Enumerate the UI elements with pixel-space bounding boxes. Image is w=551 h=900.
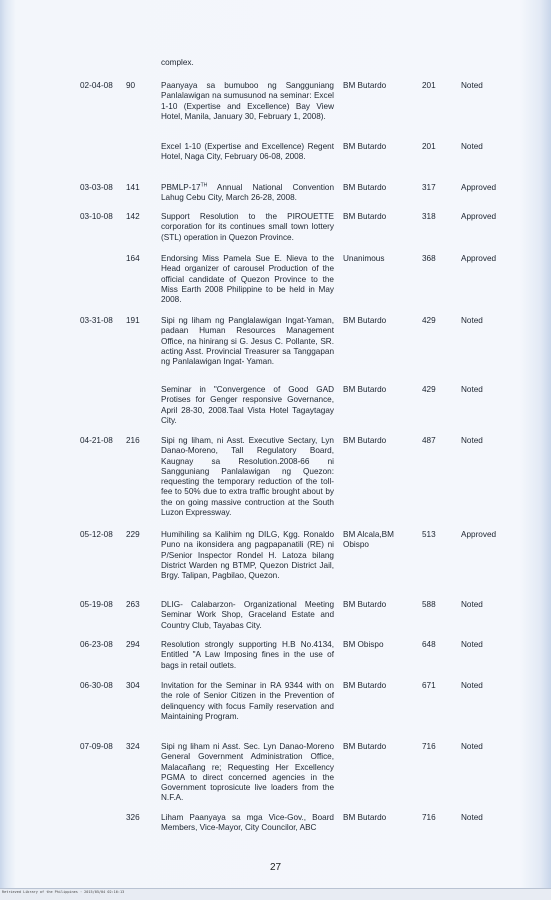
sponsor-cell: BM Butardo: [343, 436, 387, 445]
page-number: 27: [269, 862, 282, 873]
reference-cell: 513: [422, 530, 436, 539]
status-cell: Noted: [461, 640, 483, 649]
status-cell: Noted: [461, 385, 483, 394]
date-cell: 06-23-08: [80, 640, 113, 649]
reference-cell: 716: [422, 742, 436, 751]
description-cell: Excel 1-10 (Expertise and Excellence) Regent Hotel, Naga City, February 06-08, 2008.: [161, 142, 334, 162]
description-cell: Liham Paanyaya sa mga Vice-Gov., Board Members, Vice-Mayor, City Councilor, ABC: [161, 813, 334, 833]
sponsor-cell: BM Alcala,BM Obispo: [343, 530, 394, 550]
status-cell: Noted: [461, 316, 483, 325]
description-cell: Sipi ng liham ng Panglalawigan Ingat-Yaman, padaan Human Resources Management Office, na hinirang si G. Jesus C. Pollante, SR. acting Asst. Provincial Treasurer sa Tanggapan ng Panlalawigan Ingat- Yaman.: [161, 316, 334, 367]
status-cell: Noted: [461, 681, 483, 690]
status-cell: Approved: [461, 183, 497, 192]
reference-cell: 318: [422, 212, 436, 221]
reference-cell: 487: [422, 436, 436, 445]
sponsor-cell: BM Butardo: [343, 183, 387, 192]
status-cell: Noted: [461, 436, 483, 445]
sponsor-cell: BM Butardo: [343, 316, 387, 325]
description-cell: Seminar in "Convergence of Good GAD Protises for Genger responsive Governance, April 28-30, 2008.Taal Vista Hotel Tagaytagay City.: [161, 385, 334, 425]
reference-cell: 588: [422, 600, 436, 609]
date-cell: 05-12-08: [80, 530, 113, 539]
number-cell: 191: [126, 316, 140, 325]
status-cell: Noted: [461, 81, 483, 90]
description-cell: Sipi ng liham ni Asst. Sec. Lyn Danao-Moreno General Government Administration Office, Malacañang re; Requesting Her Excellency PGMA to direct concerned agencies in the Government toprosicute live loaders from the N.F.A.: [161, 742, 334, 803]
reference-cell: 201: [422, 142, 436, 151]
reference-cell: 716: [422, 813, 436, 822]
sponsor-cell: BM Butardo: [343, 142, 387, 151]
number-cell: 229: [126, 530, 140, 539]
status-cell: Approved: [461, 254, 497, 263]
number-cell: 326: [126, 813, 140, 822]
date-cell: 03-10-08: [80, 212, 113, 221]
reference-cell: 671: [422, 681, 436, 690]
sponsor-cell: BM Butardo: [343, 212, 387, 221]
reference-cell: 368: [422, 254, 436, 263]
sponsor-cell: BM Butardo: [343, 681, 387, 690]
description-cell: complex.: [161, 58, 194, 67]
footer-text: Retrieved Library of the Philippines · 2015/05/04 02:16:13: [2, 890, 125, 894]
sponsor-cell: Unanimous: [343, 254, 385, 263]
status-cell: Noted: [461, 600, 483, 609]
status-cell: Noted: [461, 142, 483, 151]
sponsor-cell: BM Butardo: [343, 813, 387, 822]
date-cell: 03-03-08: [80, 183, 113, 192]
description-cell: Resolution strongly supporting H.B No.4134, Entitled "A Law Imposing fines in the use of bags in retail outlets.: [161, 640, 334, 670]
sponsor-cell: BM Butardo: [343, 600, 387, 609]
date-cell: 02-04-08: [80, 81, 113, 90]
date-cell: 03-31-08: [80, 316, 113, 325]
number-cell: 141: [126, 183, 140, 192]
scan-footer: [0, 888, 551, 900]
description-cell: Invitation for the Seminar in RA 9344 with on the role of Senior Citizen in the Prevention of delinquency with focus Family reservation and Maintaining Program.: [161, 681, 334, 721]
status-cell: Noted: [461, 813, 483, 822]
reference-cell: 648: [422, 640, 436, 649]
sponsor-cell: BM Obispo: [343, 640, 384, 649]
number-cell: 216: [126, 436, 140, 445]
number-cell: 142: [126, 212, 140, 221]
number-cell: 90: [126, 81, 136, 90]
status-cell: Approved: [461, 530, 497, 539]
description-cell: DLIG- Calabarzon- Organizational Meeting Seminar Work Shop, Graceland Estate and Country Club, Tayabas City.: [161, 600, 334, 630]
reference-cell: 429: [422, 316, 436, 325]
description-cell: Sipi ng liham, ni Asst. Executive Sectary, Lyn Danao-Moreno, Tall Regulatory Board, Kaugnay sa Resolution.2008-66 ni Sangguniang Panlalawigan ng Quezon: requesting the temporary reduction of the toll-fee to 50% due to extra traffic brought about by the on going massive contruction at the South Luzon Expressway.: [161, 436, 334, 518]
reference-cell: 317: [422, 183, 436, 192]
number-cell: 164: [126, 254, 140, 263]
description-cell: Support Resolution to the PIROUETTE corporation for its continues small town lottery (STL) operation in Quezon Province.: [161, 212, 334, 242]
number-cell: 324: [126, 742, 140, 751]
number-cell: 294: [126, 640, 140, 649]
number-cell: 263: [126, 600, 140, 609]
description-cell: PBMLP-17TH Annual National Convention Lahug Cebu City, March 26-28, 2008.: [161, 182, 334, 203]
date-cell: 07-09-08: [80, 742, 113, 751]
sponsor-cell: BM Butardo: [343, 81, 387, 90]
sponsor-cell: BM Butardo: [343, 385, 387, 394]
date-cell: 05-19-08: [80, 600, 113, 609]
date-cell: 04-21-08: [80, 436, 113, 445]
description-cell: Humihiling sa Kalihim ng DILG, Kgg. Ronaldo Puno na ikonsidera ang pagpapanatili (RE) ni P/Senior Inspector Rondel H. Latoza bilang District Warden ng BTMP, Quezon District Jail, Brgy. Talipan, Pagbilao, Quezon.: [161, 530, 334, 581]
status-cell: Noted: [461, 742, 483, 751]
status-cell: Approved: [461, 212, 497, 221]
reference-cell: 429: [422, 385, 436, 394]
description-cell: Paanyaya sa bumuboo ng Sangguniang Panlalawigan na sumusunod na seminar: Excel 1-10 (Expertise and Excellence) Bay View Hotel, Manila, January 30, February 1, 2008).: [161, 81, 334, 121]
reference-cell: 201: [422, 81, 436, 90]
date-cell: 06-30-08: [80, 681, 113, 690]
sponsor-cell: BM Butardo: [343, 742, 387, 751]
number-cell: 304: [126, 681, 140, 690]
description-cell: Endorsing Miss Pamela Sue E. Nieva to the Head organizer of carousel Production of the official candidate of Quezon Province to the Miss Earth 2008 Philippine to be held in May 2008.: [161, 254, 334, 305]
